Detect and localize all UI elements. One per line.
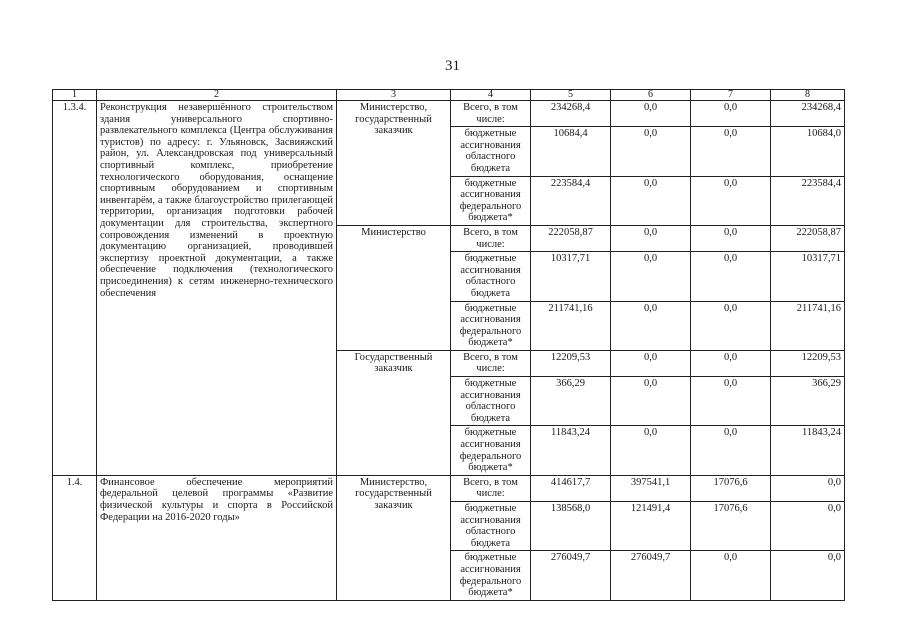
- value-col7: 0,0: [691, 176, 771, 225]
- value-col5: 211741,16: [531, 301, 611, 350]
- budget-table: [52, 89, 845, 601]
- value-col6: 397541,1: [611, 475, 691, 501]
- value-col8: 0,0: [771, 551, 845, 600]
- funding-source: бюджетные ассигнования федерального бюджета*: [451, 426, 531, 475]
- value-col6: 276049,7: [611, 551, 691, 600]
- funding-source: бюджетные ассигнования федерального бюджета*: [451, 301, 531, 350]
- value-col5: 366,29: [531, 377, 611, 426]
- value-col7: 0,0: [691, 426, 771, 475]
- value-col8: 11843,24: [771, 426, 845, 475]
- executor-name: Министерство, государственный заказчик: [337, 101, 451, 226]
- funding-source: бюджетные ассигнования федерального бюджета*: [451, 176, 531, 225]
- value-col5: 223584,4: [531, 176, 611, 225]
- value-col5: 138568,0: [531, 502, 611, 551]
- value-col6: 0,0: [611, 176, 691, 225]
- value-col7: 0,0: [691, 101, 771, 127]
- table-row: [53, 475, 845, 501]
- value-col6: 0,0: [611, 350, 691, 376]
- executor-name: Министерство, государственный заказчик: [337, 475, 451, 600]
- item-code: 1.4.: [53, 475, 97, 600]
- item-name: Финансовое обеспечение мероприятий федеральной целевой программы «Развитие физической культуры и спорта в Российской Федерации на 2016-2020 годы»: [97, 475, 337, 600]
- value-col7: 17076,6: [691, 502, 771, 551]
- value-col8: 234268,4: [771, 101, 845, 127]
- value-col5: 10684,4: [531, 127, 611, 176]
- value-col7: 0,0: [691, 252, 771, 301]
- value-col6: 0,0: [611, 426, 691, 475]
- value-col8: 10317,71: [771, 252, 845, 301]
- value-col6: 0,0: [611, 377, 691, 426]
- value-col5: 414617,7: [531, 475, 611, 501]
- funding-source: Всего, в том числе:: [451, 225, 531, 251]
- value-col6: 0,0: [611, 252, 691, 301]
- funding-source: бюджетные ассигнования областного бюджета: [451, 127, 531, 176]
- value-col8: 222058,87: [771, 225, 845, 251]
- value-col5: 11843,24: [531, 426, 611, 475]
- column-header: 5: [531, 90, 611, 101]
- value-col6: 121491,4: [611, 502, 691, 551]
- column-header: 6: [611, 90, 691, 101]
- value-col6: 0,0: [611, 101, 691, 127]
- funding-source: бюджетные ассигнования областного бюджета: [451, 377, 531, 426]
- value-col8: 211741,16: [771, 301, 845, 350]
- value-col7: 0,0: [691, 225, 771, 251]
- value-col7: 0,0: [691, 551, 771, 600]
- value-col7: 0,0: [691, 350, 771, 376]
- value-col5: 222058,87: [531, 225, 611, 251]
- executor-name: Министерство: [337, 225, 451, 350]
- value-col8: 223584,4: [771, 176, 845, 225]
- value-col5: 12209,53: [531, 350, 611, 376]
- column-header: 2: [97, 90, 337, 101]
- executor-name: Государственный заказчик: [337, 350, 451, 475]
- column-header: 8: [771, 90, 845, 101]
- value-col5: 276049,7: [531, 551, 611, 600]
- value-col7: 0,0: [691, 377, 771, 426]
- column-header: 3: [337, 90, 451, 101]
- column-header: 1: [53, 90, 97, 101]
- value-col8: 10684,0: [771, 127, 845, 176]
- table-row: [53, 101, 845, 127]
- value-col5: 234268,4: [531, 101, 611, 127]
- funding-source: Всего, в том числе:: [451, 350, 531, 376]
- value-col7: 0,0: [691, 301, 771, 350]
- value-col5: 10317,71: [531, 252, 611, 301]
- funding-source: бюджетные ассигнования федерального бюджета*: [451, 551, 531, 600]
- column-header: 7: [691, 90, 771, 101]
- value-col7: 17076,6: [691, 475, 771, 501]
- value-col8: 366,29: [771, 377, 845, 426]
- item-code: 1.3.4.: [53, 101, 97, 476]
- value-col6: 0,0: [611, 301, 691, 350]
- value-col7: 0,0: [691, 127, 771, 176]
- funding-source: бюджетные ассигнования областного бюджета: [451, 502, 531, 551]
- page-number: 31: [445, 58, 460, 74]
- column-header: 4: [451, 90, 531, 101]
- funding-source: Всего, в том числе:: [451, 101, 531, 127]
- header-row: [53, 90, 845, 101]
- item-name: Реконструкция незавершённого строительством здания универсального спортивно-развлекательного комплекса (Центра обслуживания туристов) по адресу: г. Ульяновск, Засвияжский район, ул. Александровская под универсальный спортивный комплекс, приобретение технологического оборудования, оснащение спортивным оборудованием и спортивным инвентарём, а также благоустройство прилегающей территории, организация подготовки рабочей документации для строительства, экспертного сопровождения изменений в проектную документацию организацией, проводившей экспертизу проектной документации, а также обеспечение подключения (технологического присоединения) к сетям инженерно-технического обеспечения: [97, 101, 337, 476]
- value-col8: 0,0: [771, 502, 845, 551]
- value-col6: 0,0: [611, 127, 691, 176]
- funding-source: Всего, в том числе:: [451, 475, 531, 501]
- value-col6: 0,0: [611, 225, 691, 251]
- value-col8: 0,0: [771, 475, 845, 501]
- value-col8: 12209,53: [771, 350, 845, 376]
- funding-source: бюджетные ассигнования областного бюджета: [451, 252, 531, 301]
